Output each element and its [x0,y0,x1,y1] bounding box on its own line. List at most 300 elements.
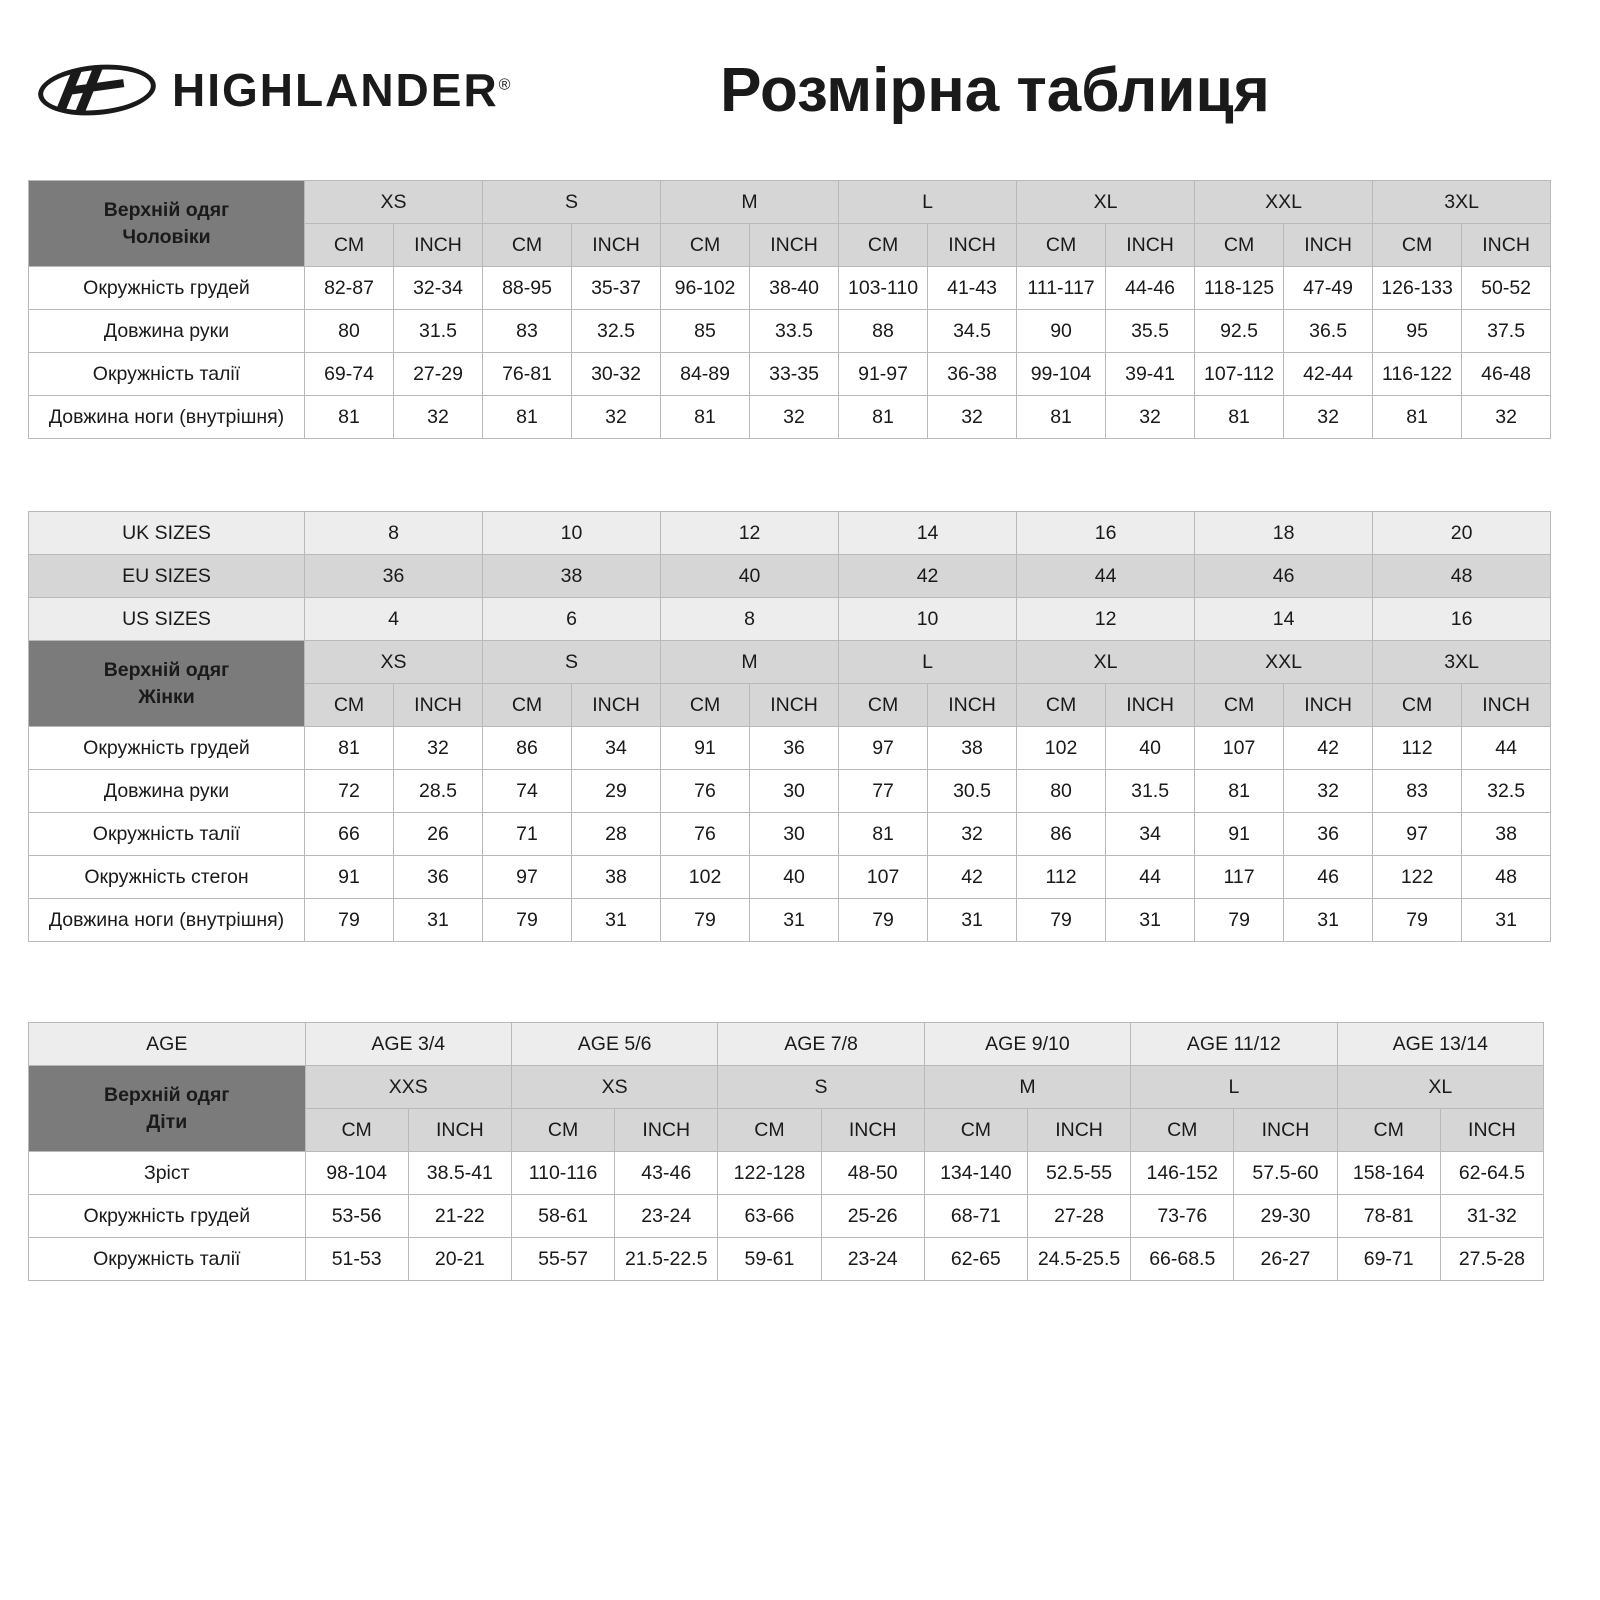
table-row [29,770,1551,813]
brand-name-text: HIGHLANDER [172,64,499,116]
men-size-l: L [839,181,1017,224]
women-cell-4-7: 31 [928,899,1017,942]
women-cell-2-6: 81 [839,813,928,856]
women-unit-inch-1: INCH [394,684,483,727]
women-row-label-3: Окружність стегон [29,856,305,899]
women-cell-1-7: 30.5 [928,770,1017,813]
women-cell-0-10: 107 [1195,727,1284,770]
women-cell-4-6: 79 [839,899,928,942]
men-unit-cm-1: CM [305,224,394,267]
women-cell-4-8: 79 [1017,899,1106,942]
kids-cell-2-8: 66-68.5 [1131,1238,1234,1281]
us-size-1: 6 [483,598,661,641]
men-unit-inch-2: INCH [572,224,661,267]
uk-size-0: 8 [305,512,483,555]
men-cell-0-4: 96-102 [661,267,750,310]
us-size-2: 8 [661,598,839,641]
men-cell-3-10: 81 [1195,396,1284,439]
men-cell-1-3: 32.5 [572,310,661,353]
kids-cell-1-11: 31-32 [1440,1195,1543,1238]
women-cell-1-3: 29 [572,770,661,813]
uk-size-2: 12 [661,512,839,555]
women-title-line1: Верхній одяг [103,659,230,682]
kids-cell-0-7: 52.5-55 [1027,1152,1130,1195]
page-header [28,0,1572,180]
kids-cell-0-10: 158-164 [1337,1152,1440,1195]
men-cell-3-9: 32 [1106,396,1195,439]
us-size-0: 4 [305,598,483,641]
kids-cell-0-3: 43-46 [615,1152,718,1195]
men-cell-3-1: 32 [394,396,483,439]
men-cell-1-0: 80 [305,310,394,353]
men-size-table [28,180,1551,439]
kids-cell-1-2: 58-61 [511,1195,614,1238]
women-title-line2: Жінки [138,685,195,708]
men-cell-1-13: 37.5 [1462,310,1551,353]
table-row [29,310,1551,353]
men-unit-cm-5: CM [1017,224,1106,267]
women-cell-3-11: 46 [1284,856,1373,899]
table-row [29,181,1551,224]
women-cell-1-5: 30 [750,770,839,813]
kids-size-xs: XS [511,1066,717,1109]
men-unit-inch-6: INCH [1284,224,1373,267]
women-cell-0-11: 42 [1284,727,1373,770]
women-unit-cm-6: CM [1195,684,1284,727]
women-cell-1-13: 32.5 [1462,770,1551,813]
kids-age-label: AGE [29,1023,306,1066]
us-sizes-label: US SIZES [29,598,305,641]
men-unit-inch-1: INCH [394,224,483,267]
women-size-l: L [839,641,1017,684]
men-row-label-0: Окружність грудей [29,267,305,310]
women-cell-0-0: 81 [305,727,394,770]
women-cell-3-1: 36 [394,856,483,899]
table-row [29,856,1551,899]
women-cell-1-0: 72 [305,770,394,813]
women-cell-1-8: 80 [1017,770,1106,813]
men-size-xxl: XXL [1195,181,1373,224]
kids-cell-2-3: 21.5-22.5 [615,1238,718,1281]
kids-cell-0-5: 48-50 [821,1152,924,1195]
women-unit-cm-1: CM [305,684,394,727]
kids-row-label-0: Зріст [29,1152,306,1195]
men-cell-1-8: 90 [1017,310,1106,353]
women-cell-0-9: 40 [1106,727,1195,770]
women-cell-3-9: 44 [1106,856,1195,899]
men-cell-1-12: 95 [1373,310,1462,353]
men-cell-2-3: 30-32 [572,353,661,396]
women-size-m: M [661,641,839,684]
men-title-line1: Верхній одяг [103,199,230,222]
women-cell-2-2: 71 [483,813,572,856]
kids-cell-2-11: 27.5-28 [1440,1238,1543,1281]
women-cell-0-6: 97 [839,727,928,770]
kids-cell-2-6: 62-65 [924,1238,1027,1281]
men-cell-2-11: 42-44 [1284,353,1373,396]
women-cell-3-3: 38 [572,856,661,899]
kids-unit-inch-1: INCH [408,1109,511,1152]
eu-sizes-label: EU SIZES [29,555,305,598]
kids-age-3: AGE 9/10 [924,1023,1130,1066]
kids-row-label-1: Окружність грудей [29,1195,306,1238]
kids-cell-0-8: 146-152 [1131,1152,1234,1195]
kids-size-m: M [924,1066,1130,1109]
kids-unit-cm-4: CM [924,1109,1027,1152]
kids-cell-2-5: 23-24 [821,1238,924,1281]
men-row-label-2: Окружність талії [29,353,305,396]
kids-unit-cm-1: CM [305,1109,408,1152]
kids-unit-cm-3: CM [718,1109,821,1152]
women-cell-3-10: 117 [1195,856,1284,899]
men-cell-2-7: 36-38 [928,353,1017,396]
kids-cell-2-7: 24.5-25.5 [1027,1238,1130,1281]
kids-unit-inch-4: INCH [1027,1109,1130,1152]
women-cell-2-8: 86 [1017,813,1106,856]
kids-age-2: AGE 7/8 [718,1023,924,1066]
men-cell-2-8: 99-104 [1017,353,1106,396]
women-row-label-0: Окружність грудей [29,727,305,770]
men-cell-0-2: 88-95 [483,267,572,310]
table-row [29,1023,1544,1066]
men-table-title [29,181,305,267]
kids-unit-inch-3: INCH [821,1109,924,1152]
men-cell-2-9: 39-41 [1106,353,1195,396]
men-cell-0-3: 35-37 [572,267,661,310]
women-unit-inch-5: INCH [1106,684,1195,727]
kids-cell-1-8: 73-76 [1131,1195,1234,1238]
women-cell-2-7: 32 [928,813,1017,856]
kids-unit-inch-5: INCH [1234,1109,1337,1152]
women-cell-2-0: 66 [305,813,394,856]
men-cell-1-4: 85 [661,310,750,353]
table-row [29,353,1551,396]
women-cell-2-9: 34 [1106,813,1195,856]
highlander-logo-icon [38,59,158,121]
men-cell-3-2: 81 [483,396,572,439]
uk-size-5: 18 [1195,512,1373,555]
us-size-5: 14 [1195,598,1373,641]
uk-size-3: 14 [839,512,1017,555]
men-cell-1-2: 83 [483,310,572,353]
women-cell-4-2: 79 [483,899,572,942]
men-unit-cm-6: CM [1195,224,1284,267]
kids-cell-0-9: 57.5-60 [1234,1152,1337,1195]
women-unit-cm-7: CM [1373,684,1462,727]
men-cell-3-8: 81 [1017,396,1106,439]
kids-row-label-2: Окружність талії [29,1238,306,1281]
uk-sizes-label: UK SIZES [29,512,305,555]
eu-size-1: 38 [483,555,661,598]
kids-cell-1-1: 21-22 [408,1195,511,1238]
men-cell-1-5: 33.5 [750,310,839,353]
kids-age-4: AGE 11/12 [1131,1023,1337,1066]
men-cell-0-11: 47-49 [1284,267,1373,310]
kids-cell-2-4: 59-61 [718,1238,821,1281]
women-cell-3-8: 112 [1017,856,1106,899]
uk-size-4: 16 [1017,512,1195,555]
men-cell-1-11: 36.5 [1284,310,1373,353]
kids-unit-cm-6: CM [1337,1109,1440,1152]
men-cell-0-8: 111-117 [1017,267,1106,310]
kids-cell-0-4: 122-128 [718,1152,821,1195]
kids-cell-0-2: 110-116 [511,1152,614,1195]
men-cell-1-1: 31.5 [394,310,483,353]
women-size-s: S [483,641,661,684]
kids-size-table [28,1022,1544,1281]
registered-mark: ® [498,76,513,94]
women-cell-1-10: 81 [1195,770,1284,813]
women-cell-1-1: 28.5 [394,770,483,813]
women-size-xxl: XXL [1195,641,1373,684]
women-size-3xl: 3XL [1373,641,1551,684]
women-cell-0-12: 112 [1373,727,1462,770]
women-unit-inch-3: INCH [750,684,839,727]
women-cell-4-3: 31 [572,899,661,942]
women-cell-4-11: 31 [1284,899,1373,942]
kids-cell-1-10: 78-81 [1337,1195,1440,1238]
kids-cell-2-1: 20-21 [408,1238,511,1281]
women-cell-4-0: 79 [305,899,394,942]
men-cell-2-2: 76-81 [483,353,572,396]
women-row-label-2: Окружність талії [29,813,305,856]
men-cell-3-13: 32 [1462,396,1551,439]
women-cell-4-13: 31 [1462,899,1551,942]
uk-size-6: 20 [1373,512,1551,555]
men-cell-0-12: 126-133 [1373,267,1462,310]
men-cell-1-7: 34.5 [928,310,1017,353]
kids-age-5: AGE 13/14 [1337,1023,1543,1066]
kids-cell-2-10: 69-71 [1337,1238,1440,1281]
men-cell-2-12: 116-122 [1373,353,1462,396]
women-unit-inch-2: INCH [572,684,661,727]
women-size-xs: XS [305,641,483,684]
kids-size-xxs: XXS [305,1066,511,1109]
women-cell-3-5: 40 [750,856,839,899]
men-cell-2-10: 107-112 [1195,353,1284,396]
eu-size-0: 36 [305,555,483,598]
men-cell-0-7: 41-43 [928,267,1017,310]
men-cell-0-13: 50-52 [1462,267,1551,310]
men-row-label-3: Довжина ноги (внутрішня) [29,396,305,439]
men-cell-1-6: 88 [839,310,928,353]
men-size-xs: XS [305,181,483,224]
eu-size-5: 46 [1195,555,1373,598]
women-unit-cm-2: CM [483,684,572,727]
table-row [29,1066,1544,1109]
women-cell-0-7: 38 [928,727,1017,770]
table-row [29,641,1551,684]
women-cell-2-3: 28 [572,813,661,856]
brand-name [172,63,512,117]
kids-cell-1-6: 68-71 [924,1195,1027,1238]
women-size-xl: XL [1017,641,1195,684]
men-unit-cm-2: CM [483,224,572,267]
women-cell-1-6: 77 [839,770,928,813]
kids-cell-1-3: 23-24 [615,1195,718,1238]
men-cell-3-4: 81 [661,396,750,439]
table-row [29,1238,1544,1281]
women-cell-3-13: 48 [1462,856,1551,899]
women-row-label-1: Довжина руки [29,770,305,813]
kids-size-s: S [718,1066,924,1109]
men-row-label-1: Довжина руки [29,310,305,353]
women-unit-inch-4: INCH [928,684,1017,727]
eu-size-6: 48 [1373,555,1551,598]
men-cell-2-0: 69-74 [305,353,394,396]
women-table-title [29,641,305,727]
kids-cell-1-0: 53-56 [305,1195,408,1238]
kids-cell-1-4: 63-66 [718,1195,821,1238]
kids-unit-inch-6: INCH [1440,1109,1543,1152]
men-cell-1-9: 35.5 [1106,310,1195,353]
women-cell-4-10: 79 [1195,899,1284,942]
women-unit-inch-7: INCH [1462,684,1551,727]
men-size-s: S [483,181,661,224]
kids-cell-2-0: 51-53 [305,1238,408,1281]
women-cell-2-11: 36 [1284,813,1373,856]
kids-unit-inch-2: INCH [615,1109,718,1152]
kids-cell-1-5: 25-26 [821,1195,924,1238]
men-cell-3-0: 81 [305,396,394,439]
women-cell-2-10: 91 [1195,813,1284,856]
table-row [29,899,1551,942]
kids-cell-0-1: 38.5-41 [408,1152,511,1195]
men-unit-inch-5: INCH [1106,224,1195,267]
women-cell-4-1: 31 [394,899,483,942]
men-cell-2-13: 46-48 [1462,353,1551,396]
men-size-m: M [661,181,839,224]
women-unit-inch-6: INCH [1284,684,1373,727]
men-cell-0-10: 118-125 [1195,267,1284,310]
men-cell-1-10: 92.5 [1195,310,1284,353]
men-cell-0-6: 103-110 [839,267,928,310]
men-cell-0-0: 82-87 [305,267,394,310]
table-row [29,813,1551,856]
women-cell-2-4: 76 [661,813,750,856]
women-cell-2-13: 38 [1462,813,1551,856]
men-cell-2-5: 33-35 [750,353,839,396]
table-row [29,512,1551,555]
table-row [29,598,1551,641]
women-cell-2-5: 30 [750,813,839,856]
women-cell-0-2: 86 [483,727,572,770]
men-cell-2-4: 84-89 [661,353,750,396]
women-cell-0-3: 34 [572,727,661,770]
women-size-table [28,511,1551,942]
table-row [29,555,1551,598]
us-size-6: 16 [1373,598,1551,641]
kids-table-title [29,1066,306,1152]
eu-size-3: 42 [839,555,1017,598]
uk-size-1: 10 [483,512,661,555]
women-cell-0-4: 91 [661,727,750,770]
men-cell-0-5: 38-40 [750,267,839,310]
kids-cell-2-2: 55-57 [511,1238,614,1281]
women-cell-0-1: 32 [394,727,483,770]
kids-age-0: AGE 3/4 [305,1023,511,1066]
kids-cell-2-9: 26-27 [1234,1238,1337,1281]
women-unit-cm-3: CM [661,684,750,727]
kids-unit-cm-5: CM [1131,1109,1234,1152]
table-row [29,727,1551,770]
women-cell-3-0: 91 [305,856,394,899]
table-row [29,267,1551,310]
women-cell-0-8: 102 [1017,727,1106,770]
men-unit-inch-7: INCH [1462,224,1551,267]
kids-cell-0-0: 98-104 [305,1152,408,1195]
men-unit-inch-3: INCH [750,224,839,267]
men-cell-2-1: 27-29 [394,353,483,396]
women-row-label-4: Довжина ноги (внутрішня) [29,899,305,942]
table-row [29,1152,1544,1195]
women-cell-2-12: 97 [1373,813,1462,856]
women-cell-4-4: 79 [661,899,750,942]
men-cell-3-5: 32 [750,396,839,439]
men-unit-cm-7: CM [1373,224,1462,267]
kids-cell-1-7: 27-28 [1027,1195,1130,1238]
women-cell-3-6: 107 [839,856,928,899]
kids-title-line1: Верхній одяг [103,1084,230,1107]
men-cell-3-6: 81 [839,396,928,439]
women-unit-cm-5: CM [1017,684,1106,727]
women-cell-0-13: 44 [1462,727,1551,770]
women-cell-3-4: 102 [661,856,750,899]
men-title-line2: Чоловіки [122,225,211,248]
men-unit-inch-4: INCH [928,224,1017,267]
women-cell-1-12: 83 [1373,770,1462,813]
men-cell-3-11: 32 [1284,396,1373,439]
men-cell-3-7: 32 [928,396,1017,439]
us-size-4: 12 [1017,598,1195,641]
kids-cell-0-11: 62-64.5 [1440,1152,1543,1195]
women-cell-1-11: 32 [1284,770,1373,813]
us-size-3: 10 [839,598,1017,641]
eu-size-4: 44 [1017,555,1195,598]
kids-cell-1-9: 29-30 [1234,1195,1337,1238]
women-cell-3-2: 97 [483,856,572,899]
kids-unit-cm-2: CM [511,1109,614,1152]
table-row [29,396,1551,439]
women-cell-0-5: 36 [750,727,839,770]
men-cell-2-6: 91-97 [839,353,928,396]
women-cell-2-1: 26 [394,813,483,856]
women-cell-4-9: 31 [1106,899,1195,942]
men-size-3xl: 3XL [1373,181,1551,224]
kids-size-l: L [1131,1066,1337,1109]
men-size-xl: XL [1017,181,1195,224]
kids-size-xl: XL [1337,1066,1543,1109]
women-cell-4-12: 79 [1373,899,1462,942]
page-title: Розмірна таблиця [720,55,1270,125]
women-cell-3-12: 122 [1373,856,1462,899]
men-cell-0-1: 32-34 [394,267,483,310]
men-cell-0-9: 44-46 [1106,267,1195,310]
men-cell-3-3: 32 [572,396,661,439]
kids-cell-0-6: 134-140 [924,1152,1027,1195]
kids-age-1: AGE 5/6 [511,1023,717,1066]
table-row [29,1195,1544,1238]
kids-title-line2: Діти [146,1110,188,1133]
brand-logo [38,59,538,121]
eu-size-2: 40 [661,555,839,598]
women-cell-1-4: 76 [661,770,750,813]
men-unit-cm-3: CM [661,224,750,267]
men-unit-cm-4: CM [839,224,928,267]
women-cell-1-2: 74 [483,770,572,813]
women-cell-4-5: 31 [750,899,839,942]
women-cell-3-7: 42 [928,856,1017,899]
